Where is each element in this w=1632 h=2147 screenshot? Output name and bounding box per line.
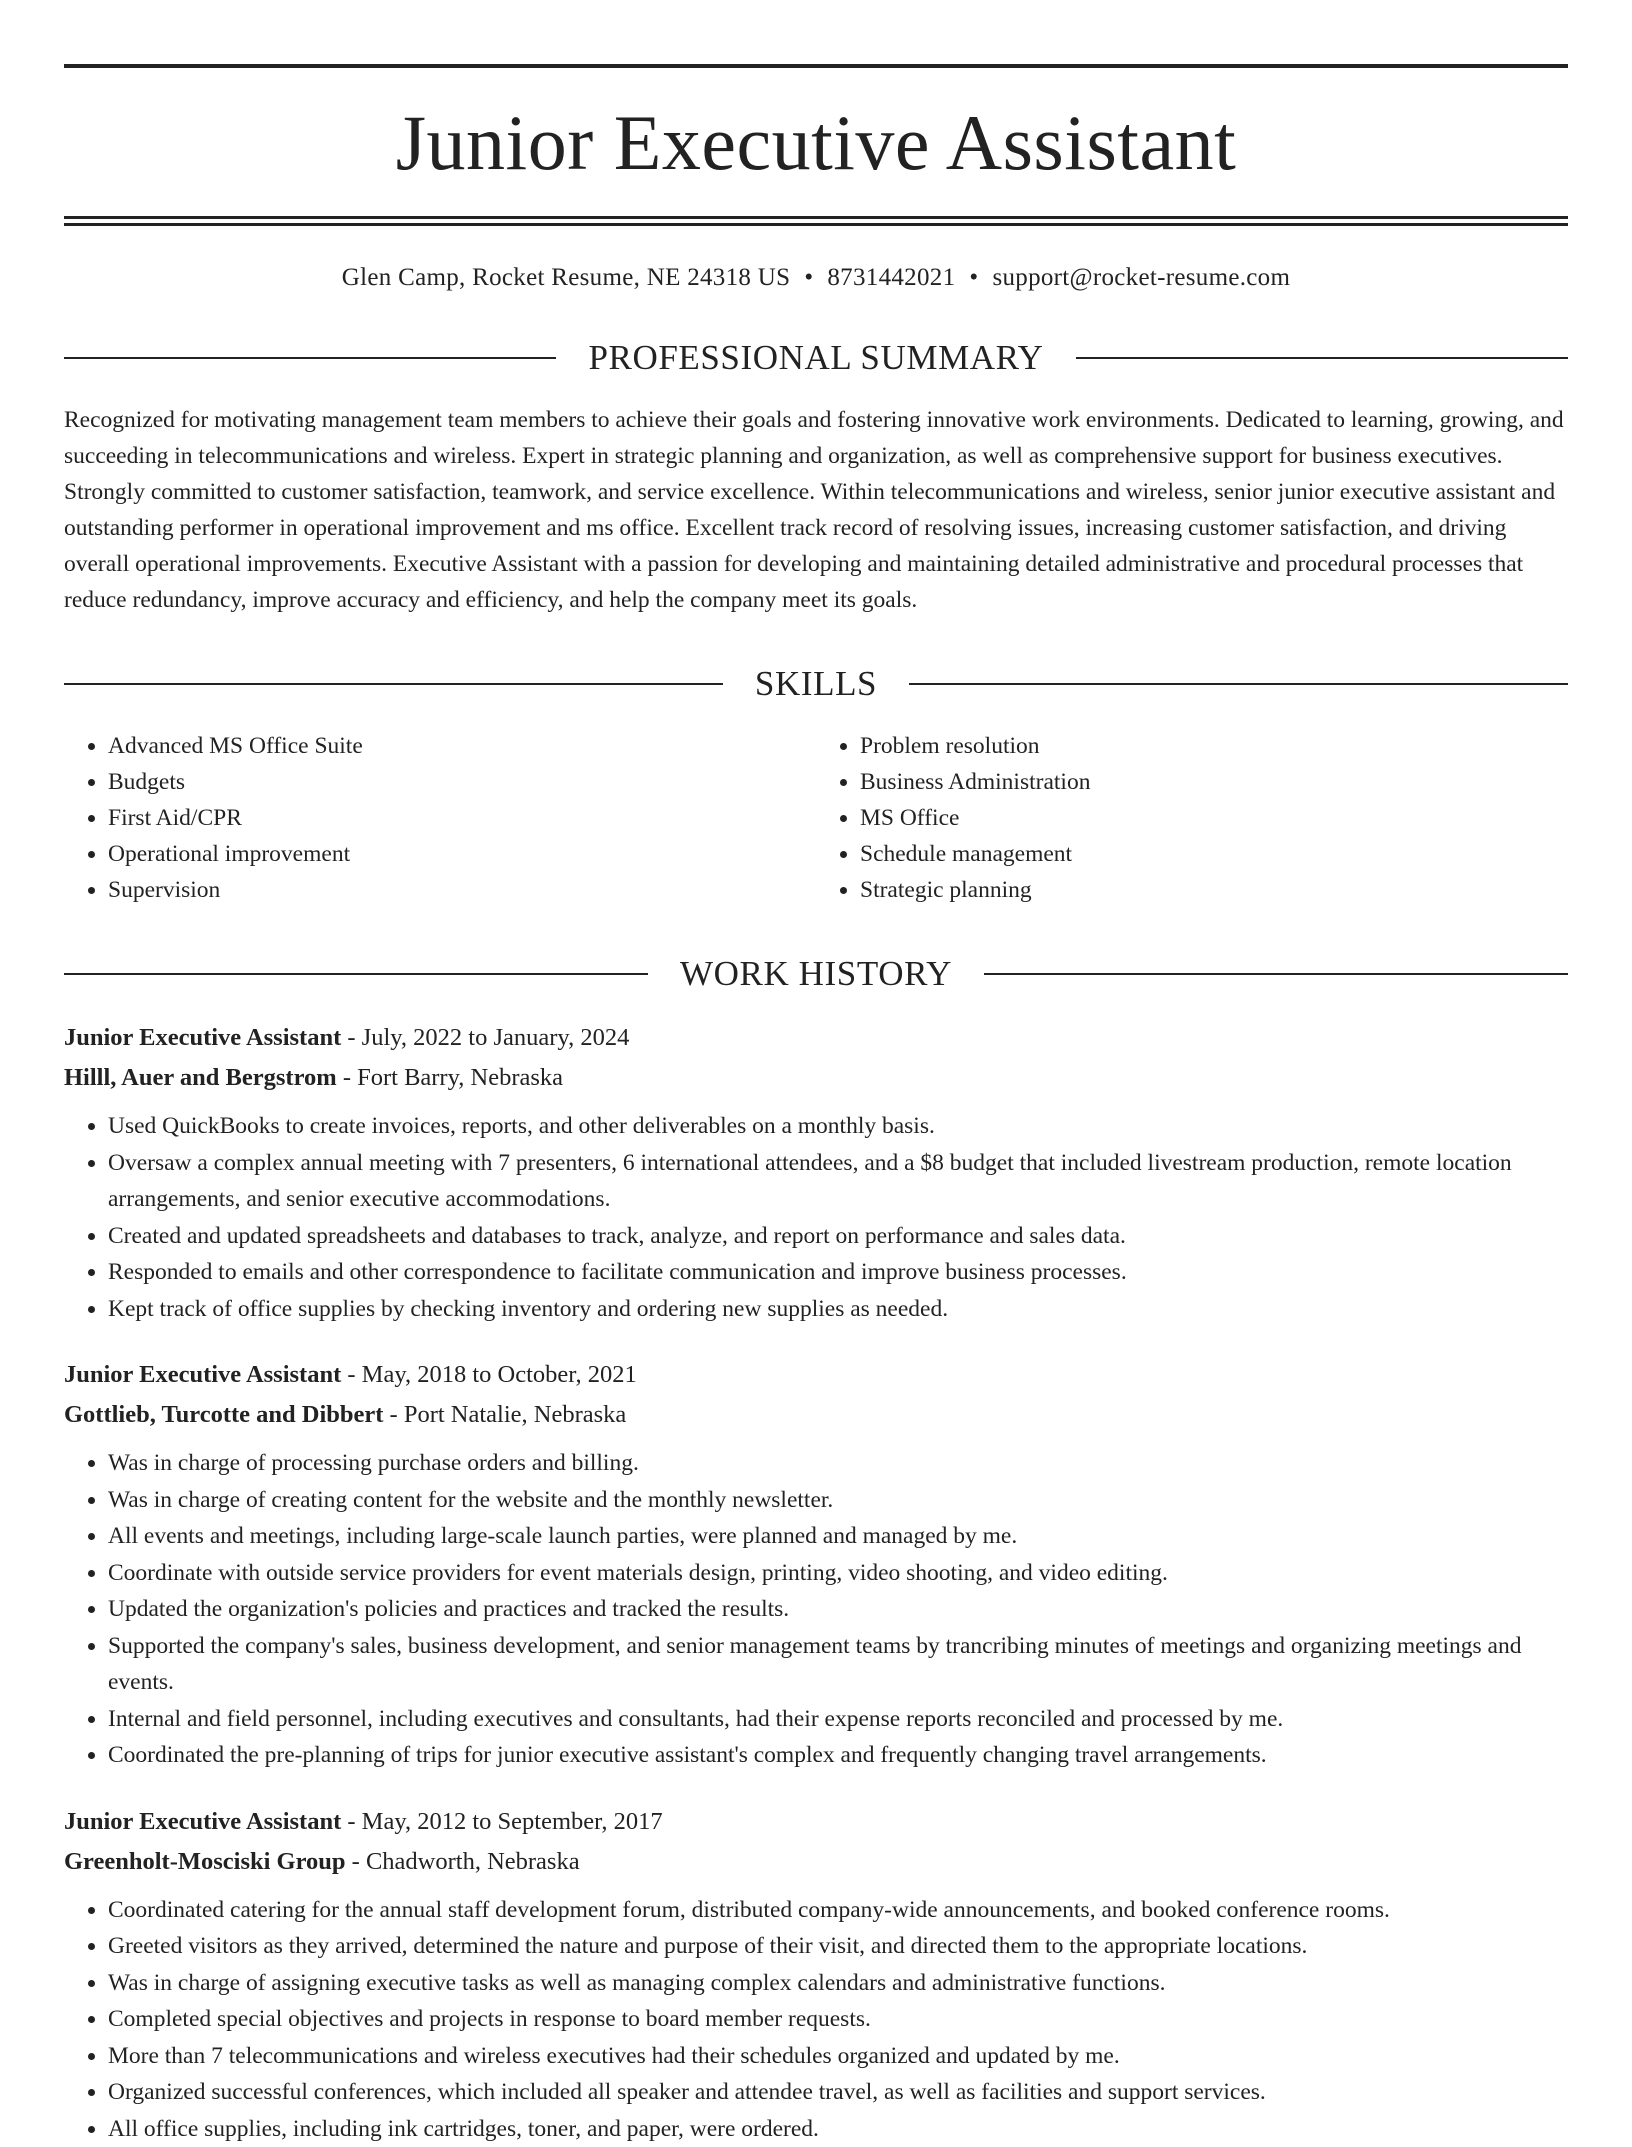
job-bullet: • Greeted visitors as they arrived, determined the nature and purpose of their visit, and directed them to the appropriate locations. bbox=[108, 1928, 1568, 1965]
skill-item: • Strategic planning bbox=[860, 872, 1568, 908]
contact-line bbox=[64, 264, 1568, 292]
skill-item: • Business Administration bbox=[860, 764, 1568, 800]
job-bullet: • Was in charge of assigning executive tasks as well as managing complex calendars and administrative functions. bbox=[108, 1965, 1568, 2002]
skill-item: • Supervision bbox=[108, 872, 816, 908]
job-location: - Chadworth, Nebraska bbox=[346, 1848, 580, 1875]
section-title: SKILLS bbox=[723, 664, 909, 704]
job-dates: - May, 2018 to October, 2021 bbox=[341, 1361, 636, 1388]
job-bullet: • Coordinated the pre-planning of trips for junior executive assistant's complex and frequently changing travel arrangements. bbox=[108, 1737, 1568, 1774]
contact-address: Glen Camp, Rocket Resume, NE 24318 US bbox=[342, 264, 791, 291]
job-bullet: • Oversaw a complex annual meeting with 7 presenters, 6 international attendees, and a $8 budget that included livestream production, remote location arrangements, and senior executive accommodations. bbox=[108, 1145, 1568, 1218]
heading-rule bbox=[64, 973, 648, 975]
job-bullet: • All office supplies, including ink cartridges, toner, and paper, were ordered. bbox=[108, 2111, 1568, 2147]
heading-rule bbox=[64, 357, 556, 359]
job-title: Junior Executive Assistant bbox=[64, 1361, 341, 1388]
contact-phone: 8731442021 bbox=[827, 264, 955, 291]
section-heading-skills bbox=[64, 664, 1568, 704]
job-title: Junior Executive Assistant bbox=[64, 1808, 341, 1835]
job-entry bbox=[64, 1018, 1568, 1327]
job-location: - Port Natalie, Nebraska bbox=[383, 1401, 626, 1428]
job-title-line bbox=[64, 1355, 1568, 1395]
heading-rule bbox=[909, 683, 1568, 685]
contact-separator: • bbox=[804, 264, 813, 291]
job-bullet: • Created and updated spreadsheets and databases to track, analyze, and report on performance and sales data. bbox=[108, 1218, 1568, 1255]
job-bullet: • Completed special objectives and projects in response to board member requests. bbox=[108, 2001, 1568, 2038]
job-bullet: • Supported the company's sales, business development, and senior management teams by trancribing minutes of meetings and organizing meetings and events. bbox=[108, 1628, 1568, 1701]
job-company-line bbox=[64, 1842, 1568, 1882]
job-title: Junior Executive Assistant bbox=[64, 1024, 341, 1051]
contact-separator: • bbox=[969, 264, 978, 291]
heading-rule bbox=[1076, 357, 1568, 359]
job-bullet: • Kept track of office supplies by checking inventory and ordering new supplies as needed. bbox=[108, 1291, 1568, 1328]
job-bullet: • Internal and field personnel, including executives and consultants, had their expense reports reconciled and processed by me. bbox=[108, 1701, 1568, 1738]
job-title-line bbox=[64, 1802, 1568, 1842]
job-bullet: • Coordinated catering for the annual staff development forum, distributed company-wide announcements, and booked conference rooms. bbox=[108, 1892, 1568, 1929]
skill-item: • First Aid/CPR bbox=[108, 800, 816, 836]
summary-text: Recognized for motivating management team members to achieve their goals and fostering innovative work environments. Dedicated to learning, growing, and succeeding in telecommunications and wireless. Expert in strategic planning and organization, as well as comprehensive support for business executives. Strongly committed to customer satisfaction, teamwork, and service excellence. Within telecommunications and wireless, senior junior executive assistant and outstanding performer in operational improvement and ms office. Excellent track record of resolving issues, increasing customer satisfaction, and driving overall operational improvements. Executive Assistant with a passion for developing and maintaining detailed administrative and procedural processes that reduce redundancy, improve accuracy and efficiency, and help the company meet its goals. bbox=[64, 402, 1568, 618]
job-company: Greenholt-Mosciski Group bbox=[64, 1848, 346, 1875]
heading-rule bbox=[64, 683, 723, 685]
job-entry bbox=[64, 1355, 1568, 1774]
job-dates: - May, 2012 to September, 2017 bbox=[341, 1808, 662, 1835]
heading-rule bbox=[984, 973, 1568, 975]
job-bullet: • Was in charge of creating content for the website and the monthly newsletter. bbox=[108, 1482, 1568, 1519]
job-bullet: • Was in charge of processing purchase orders and billing. bbox=[108, 1445, 1568, 1482]
job-bullet: • Coordinate with outside service providers for event materials design, printing, video shooting, and video editing. bbox=[108, 1555, 1568, 1592]
skill-item: • MS Office bbox=[860, 800, 1568, 836]
skill-item: • Problem resolution bbox=[860, 728, 1568, 764]
skill-item: • Budgets bbox=[108, 764, 816, 800]
skills-column-left bbox=[64, 728, 816, 908]
job-bullet: • All events and meetings, including large-scale launch parties, were planned and managed by me. bbox=[108, 1518, 1568, 1555]
section-heading-summary bbox=[64, 338, 1568, 378]
job-location: - Fort Barry, Nebraska bbox=[337, 1064, 563, 1091]
skills-list bbox=[64, 728, 1568, 908]
job-bullets bbox=[64, 1108, 1568, 1327]
job-company-line bbox=[64, 1058, 1568, 1098]
job-title-line bbox=[64, 1018, 1568, 1058]
contact-email: support@rocket-resume.com bbox=[992, 264, 1290, 291]
skill-item: • Schedule management bbox=[860, 836, 1568, 872]
skill-item: • Advanced MS Office Suite bbox=[108, 728, 816, 764]
job-bullet: • Used QuickBooks to create invoices, reports, and other deliverables on a monthly basis. bbox=[108, 1108, 1568, 1145]
job-bullet: • More than 7 telecommunications and wireless executives had their schedules organized and updated by me. bbox=[108, 2038, 1568, 2075]
job-entry bbox=[64, 1802, 1568, 2147]
job-bullet: • Responded to emails and other correspondence to facilitate communication and improve business processes. bbox=[108, 1254, 1568, 1291]
job-bullet: • Organized successful conferences, which included all speaker and attendee travel, as well as facilities and support services. bbox=[108, 2074, 1568, 2111]
job-bullet: • Updated the organization's policies and practices and tracked the results. bbox=[108, 1591, 1568, 1628]
skills-column-right bbox=[816, 728, 1568, 908]
job-company: Hilll, Auer and Bergstrom bbox=[64, 1064, 337, 1091]
skill-item: • Operational improvement bbox=[108, 836, 816, 872]
double-rule bbox=[64, 216, 1568, 226]
resume-name: Junior Executive Assistant bbox=[64, 68, 1568, 216]
section-title: PROFESSIONAL SUMMARY bbox=[556, 338, 1075, 378]
job-company: Gottlieb, Turcotte and Dibbert bbox=[64, 1401, 383, 1428]
job-bullets bbox=[64, 1445, 1568, 1774]
job-bullets bbox=[64, 1892, 1568, 2147]
section-title: WORK HISTORY bbox=[648, 954, 984, 994]
job-company-line bbox=[64, 1395, 1568, 1435]
job-dates: - July, 2022 to January, 2024 bbox=[341, 1024, 629, 1051]
section-heading-work bbox=[64, 954, 1568, 994]
